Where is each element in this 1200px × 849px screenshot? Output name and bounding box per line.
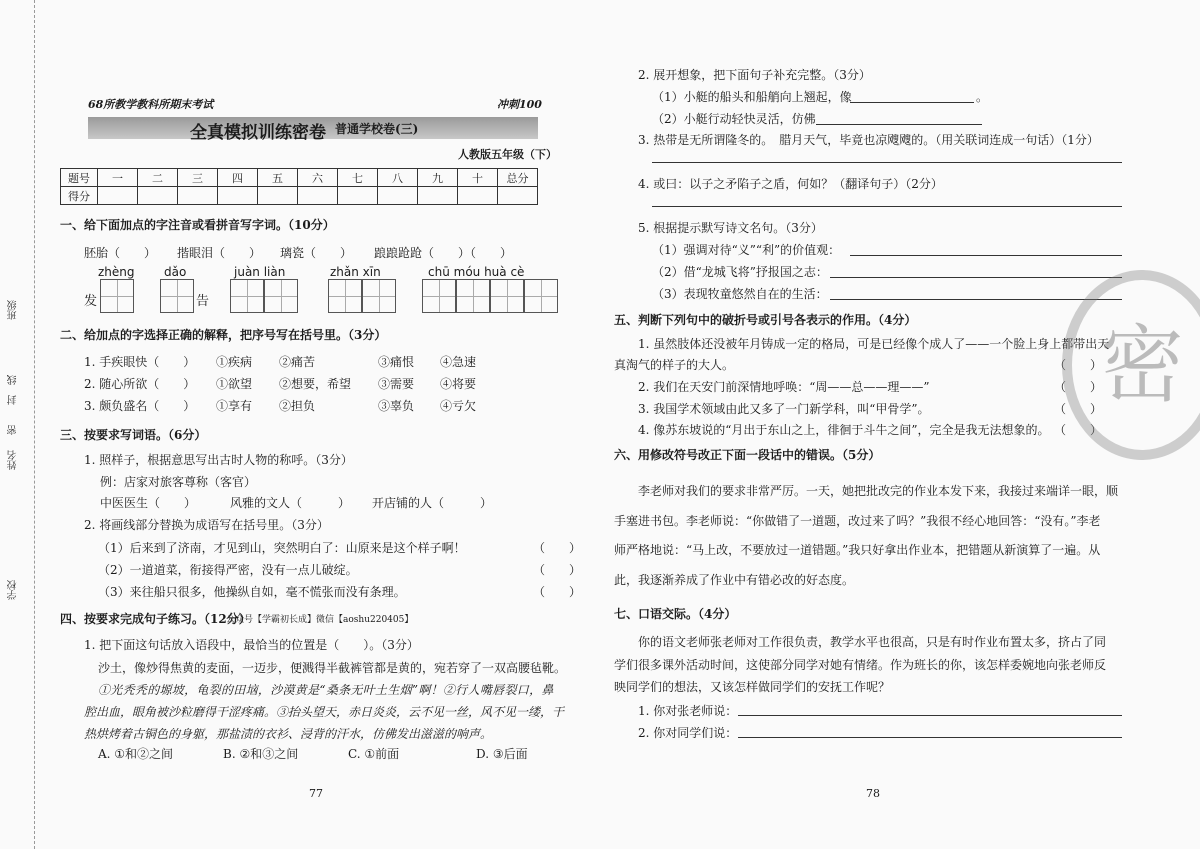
binding-margin bbox=[0, 0, 35, 849]
char-gao: 告 bbox=[196, 294, 210, 309]
s3-q1b: 风雅的文人（ ） bbox=[230, 496, 351, 510]
s2-q2: 2. 随心所欲（ ） bbox=[84, 377, 196, 391]
word-1: 胚胎（ ） bbox=[84, 246, 157, 260]
section-4-heading: 四、按要求完成句子练习。（12分） bbox=[60, 612, 251, 626]
pinyin-1: zhèng bbox=[98, 265, 135, 279]
score-cell: 九 bbox=[418, 169, 458, 187]
s4-passage-3: 腔出血，眼角被沙粒磨得干涩疼痛。③抬头望天，赤日炎炎，云不见一丝，风不见一缕，干 bbox=[84, 705, 565, 719]
r-q2a: （1）小艇的船头和船艄向上翘起，像 bbox=[652, 90, 852, 104]
pinyin-3: juàn liàn bbox=[234, 265, 286, 279]
s2-q3-opt: ②担负 bbox=[279, 399, 316, 413]
writing-box[interactable] bbox=[422, 279, 456, 313]
s2-q3: 3. 颇负盛名（ ） bbox=[84, 399, 196, 413]
line-label: 线 bbox=[8, 375, 19, 385]
page-number-left: 77 bbox=[309, 787, 323, 800]
s7-line-2: 学们很多课外活动时间，这使部分同学对她有情绪。作为班长的你，该怎样委婉地向张老师反 bbox=[614, 658, 1107, 672]
score-input[interactable] bbox=[98, 187, 138, 205]
score-cell: 三 bbox=[178, 169, 218, 187]
score-cell: 一 bbox=[98, 169, 138, 187]
s2-q1-opt: ②痛苦 bbox=[279, 355, 316, 369]
s2-q2-opt: ②想要，希望 bbox=[279, 377, 352, 391]
word-4: 踉踉跄跄（ ）（ ） bbox=[374, 246, 513, 260]
s3-line-3: （3）来往船只很多，他操纵自如，毫不慌张而没有条理。 bbox=[98, 585, 406, 599]
s5-q1b: 真淘气的样子的大人。 bbox=[614, 358, 735, 372]
answer-line[interactable] bbox=[830, 299, 1122, 300]
s5-q4: 4. 像苏东坡说的“月出于东山之上，徘徊于斗牛之间”，完全是我无法想象的。 bbox=[638, 423, 1050, 437]
s7-line-3: 映同学们的想法，又该怎样做同学们的安抚工作呢？ bbox=[614, 680, 891, 694]
s2-q2-opt: ①欲望 bbox=[216, 377, 253, 391]
answer-paren[interactable]: （ ） bbox=[533, 563, 582, 577]
s4-opt-a[interactable]: A. ①和②之间 bbox=[98, 747, 174, 761]
seal-label: 封 bbox=[8, 395, 19, 405]
secret-stamp: 密 bbox=[1062, 270, 1200, 460]
s6-line-3: 师严格地说：“马上改，不要放过一道错题。”我只好拿出作业本，把错题从新演算了一遍。从 bbox=[614, 543, 1101, 557]
r-q2: 2. 展开想象，把下面句子补充完整。（3分） bbox=[638, 68, 871, 82]
score-cell: 四 bbox=[218, 169, 258, 187]
s7-line-1: 你的语文老师张老师对工作很负责，教学水平也很高，只是有时作业布置太多，挤占了同 bbox=[638, 635, 1107, 649]
score-header-row bbox=[61, 169, 538, 187]
answer-paren[interactable]: （ ） bbox=[1054, 380, 1103, 394]
answer-paren[interactable]: （ ） bbox=[1054, 358, 1103, 372]
score-cell: 七 bbox=[338, 169, 378, 187]
writing-box[interactable] bbox=[362, 279, 396, 313]
answer-line[interactable] bbox=[738, 737, 1122, 738]
writing-box[interactable] bbox=[328, 279, 362, 313]
s2-q3-opt: ④亏欠 bbox=[440, 399, 477, 413]
score-table bbox=[60, 168, 538, 205]
answer-line[interactable] bbox=[816, 124, 982, 125]
score-cell: 二 bbox=[138, 169, 178, 187]
score-input[interactable] bbox=[218, 187, 258, 205]
answer-paren[interactable]: （ ） bbox=[533, 585, 582, 599]
writing-box[interactable] bbox=[524, 279, 558, 313]
section-2-heading: 二、给加点的字选择正确的解释，把序号写在括号里。（3分） bbox=[60, 328, 387, 342]
school-label: 学校 bbox=[8, 580, 19, 600]
name-label: 姓名 bbox=[8, 450, 19, 470]
s3-line-2: （2）一道道菜，衔接得严密，没有一点儿破绽。 bbox=[98, 563, 358, 577]
s5-q2: 2. 我们在天安门前深情地呼唤：“周——总——理——” bbox=[638, 380, 930, 394]
s2-q2-opt: ③需要 bbox=[378, 377, 415, 391]
score-input[interactable] bbox=[258, 187, 298, 205]
score-input[interactable] bbox=[138, 187, 178, 205]
r-q5: 5. 根据提示默写诗文名句。（3分） bbox=[638, 221, 823, 235]
page-title: 全真模拟训练密卷 bbox=[190, 123, 326, 143]
s3-q1: 1. 照样子，根据意思写出古时人物的称呼。（3分） bbox=[84, 453, 353, 467]
brand-label: 冲刺100 bbox=[497, 98, 542, 111]
s4-opt-b[interactable]: B. ②和③之间 bbox=[223, 747, 299, 761]
score-cell: 总分 bbox=[498, 169, 538, 187]
writing-box[interactable] bbox=[456, 279, 490, 313]
score-input[interactable] bbox=[498, 187, 538, 205]
answer-line[interactable] bbox=[850, 102, 974, 103]
s6-line-2: 手塞进书包。李老师说：“你做错了一道题，改过来了吗？”我很不经心地回答：“没有。”李老 bbox=[614, 514, 1101, 528]
score-input[interactable] bbox=[298, 187, 338, 205]
score-input[interactable] bbox=[378, 187, 418, 205]
s4-passage-2: ①光秃秃的塬坡，龟裂的田垴，沙漠黄是“桑条无叶土生烟”啊！②行人嘴唇裂口，鼻 bbox=[98, 683, 554, 697]
pinyin-5: chū móu huà cè bbox=[428, 265, 525, 279]
section-6-heading: 六、用修改符号改正下面一段话中的错误。（5分） bbox=[614, 448, 881, 462]
r-q2a-end: 。 bbox=[976, 90, 989, 104]
s6-line-4: 此，我逐渐养成了作业中有错必改的好态度。 bbox=[614, 573, 855, 587]
answer-paren[interactable]: （ ） bbox=[1054, 423, 1103, 437]
s2-q1: 1. 手疾眼快（ ） bbox=[84, 355, 196, 369]
s2-q1-opt: ④急速 bbox=[440, 355, 477, 369]
s2-q3-opt: ①享有 bbox=[216, 399, 253, 413]
s4-passage-1: 沙土，像炒得焦黄的麦面，一迈步，便溅得半截裤管都是黄的，宛若穿了一双高腰毡靴。 bbox=[98, 661, 567, 675]
s2-q2-opt: ④将要 bbox=[440, 377, 477, 391]
writing-box[interactable] bbox=[160, 279, 194, 313]
s3-q1c: 开店铺的人（ ） bbox=[372, 496, 493, 510]
exam-source: 68所教学教科所期末考试 bbox=[88, 98, 214, 111]
answer-paren[interactable]: （ ） bbox=[533, 541, 582, 555]
score-input[interactable] bbox=[178, 187, 218, 205]
s2-q3-opt: ③辜负 bbox=[378, 399, 415, 413]
s3-q1a: 中医医生（ ） bbox=[100, 496, 197, 510]
score-cell: 五 bbox=[258, 169, 298, 187]
pinyin-4: zhǎn xīn bbox=[330, 265, 381, 279]
s5-q3: 3. 我国学术领域由此又多了一门新学科，叫“甲骨学”。 bbox=[638, 402, 930, 416]
section-7-heading: 七、口语交际。（4分） bbox=[614, 607, 737, 621]
score-cell: 八 bbox=[378, 169, 418, 187]
answer-paren[interactable]: （ ） bbox=[1054, 402, 1103, 416]
section-1-heading: 一、给下面加点的字注音或看拼音写字词。（10分） bbox=[60, 218, 335, 232]
score-cell: 十 bbox=[458, 169, 498, 187]
word-3: 璃瓷（ ） bbox=[280, 246, 353, 260]
s3-example: 例：店家对旅客尊称（客官） bbox=[100, 475, 257, 489]
score-value-row bbox=[61, 187, 538, 205]
section-3-heading: 三、按要求写词语。（6分） bbox=[60, 428, 207, 442]
s4-opt-d[interactable]: D. ③后面 bbox=[476, 747, 528, 761]
score-input[interactable] bbox=[338, 187, 378, 205]
section-5-heading: 五、判断下列句中的破折号或引号各表示的作用。（4分） bbox=[614, 313, 917, 327]
r-q5a: （1）强调对待“义”“利”的价值观： bbox=[652, 243, 841, 257]
writing-box[interactable] bbox=[100, 279, 134, 313]
s3-q2: 2. 将画线部分替换为成语写在括号里。（3分） bbox=[84, 518, 329, 532]
edition-label: 人教版五年级（下） bbox=[458, 148, 557, 161]
r-q5b: （2）借“龙城飞将”抒报国之志： bbox=[652, 265, 828, 279]
answer-line[interactable] bbox=[830, 277, 1122, 278]
word-2: 揩眼泪（ ） bbox=[177, 246, 262, 260]
s7-q2: 2. 你对同学们说： bbox=[638, 726, 738, 740]
page-number-right: 78 bbox=[866, 787, 880, 800]
score-cell: 六 bbox=[298, 169, 338, 187]
score-input[interactable] bbox=[458, 187, 498, 205]
class-label: 班级 bbox=[8, 300, 19, 320]
writing-box[interactable] bbox=[230, 279, 264, 313]
r-q3: 3. 热带是无所谓隆冬的。 腊月天气，毕竟也凉飕飕的。（用关联词连成一句话）（1分） bbox=[638, 133, 1099, 147]
answer-line[interactable] bbox=[652, 162, 1122, 163]
score-input[interactable] bbox=[418, 187, 458, 205]
score-cell: 题号 bbox=[61, 169, 98, 187]
pinyin-2: dǎo bbox=[164, 265, 187, 279]
title-badge: 普通学校卷(三) bbox=[335, 122, 419, 136]
writing-box[interactable] bbox=[490, 279, 524, 313]
answer-line[interactable] bbox=[850, 255, 1122, 256]
score-cell: 得分 bbox=[61, 187, 98, 205]
s4-note: 公众号【学霸初长成】微信【aoshu220405】 bbox=[226, 615, 414, 625]
s4-opt-c[interactable]: C. ①前面 bbox=[348, 747, 400, 761]
s5-q1a: 1. 虽然肢体还没被年月铸成一定的格局，可是已经像个成人了——一个脸上身上都带出天 bbox=[638, 337, 1110, 351]
s7-q1: 1. 你对张老师说： bbox=[638, 704, 738, 718]
r-q5c: （3）表现牧童悠然自在的生活： bbox=[652, 287, 828, 301]
answer-line[interactable] bbox=[652, 206, 1122, 207]
r-q4: 4. 或曰：以子之矛陷子之盾，何如？（翻译句子）（2分） bbox=[638, 177, 943, 191]
writing-box[interactable] bbox=[264, 279, 298, 313]
r-q2b: （2）小艇行动轻快灵活，仿佛 bbox=[652, 112, 816, 126]
answer-line[interactable] bbox=[738, 715, 1122, 716]
char-fa: 发 bbox=[84, 294, 98, 309]
s2-q1-opt: ③痛恨 bbox=[378, 355, 415, 369]
s4-passage-4: 热烘烤着古铜色的身躯，那盐渍的衣衫、浸背的汗水，仿佛发出滋滋的响声。 bbox=[84, 727, 493, 741]
s2-q1-opt: ①疾病 bbox=[216, 355, 253, 369]
s3-line-1: （1）后来到了济南，才见到山，突然明白了：山原来是这个样子啊！ bbox=[98, 541, 466, 555]
s6-line-1: 李老师对我们的要求非常严厉。一天，她把批改完的作业本发下来，我接过来端详一眼，顺 bbox=[638, 484, 1119, 498]
s4-q1: 1. 把下面这句话放入语段中，最恰当的位置是（ ）。（3分） bbox=[84, 638, 419, 652]
secret-label: 密 bbox=[8, 425, 19, 435]
